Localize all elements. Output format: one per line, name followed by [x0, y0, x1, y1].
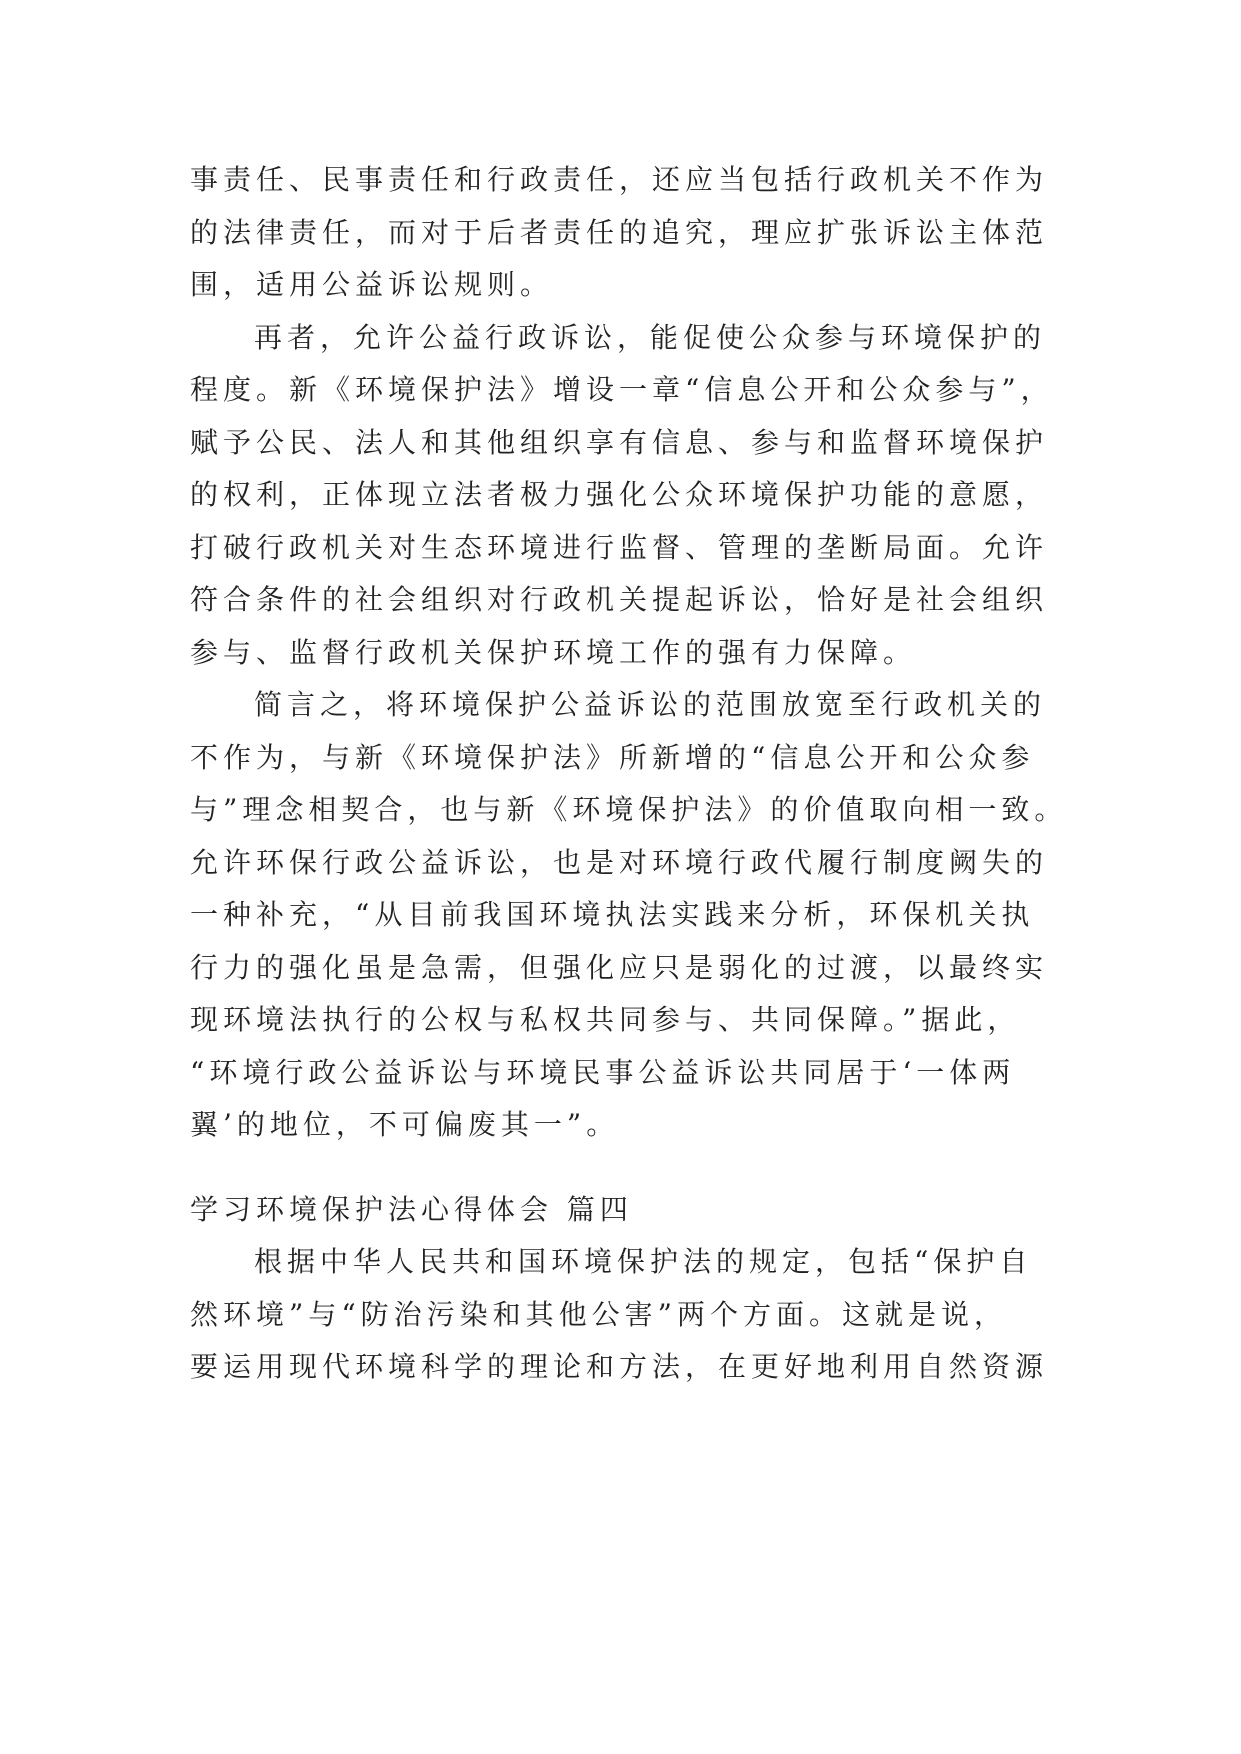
text-line: 程度。新《环境保护法》增设一章“信息公开和公众参与”， [190, 373, 1054, 406]
text-line: 事责任、民事责任和行政责任，还应当包括行政机关不作为 [190, 163, 1049, 196]
text-line: 翼’的地位，不可偏废其一”。 [190, 1108, 620, 1141]
paragraph-summary [190, 679, 1090, 1152]
document-body [190, 154, 1090, 1394]
text-line: 然环境”与“防治污染和其他公害”两个方面。这就是说， [190, 1297, 1007, 1331]
text-line: 再者，允许公益行政诉讼，能促使公众参与环境保护的 [254, 320, 1047, 354]
text-line: 打破行政机关对生态环境进行监督、管理的垄断局面。允许 [190, 530, 1049, 564]
text-line: 围，适用公益诉讼规则。 [190, 268, 554, 301]
text-line: 赋予公民、法人和其他组织享有信息、参与和监督环境保护 [190, 425, 1049, 459]
text-line: 符合条件的社会组织对行政机关提起诉讼，恰好是社会组织 [190, 583, 1049, 616]
paragraph-continuation [190, 154, 1090, 312]
paragraph-public-participation [190, 312, 1090, 680]
text-line: 不作为，与新《环境保护法》所新增的“信息公开和公众参 [190, 740, 1035, 774]
text-line: 允许环保行政公益诉讼，也是对环境行政代履行制度阙失的 [190, 845, 1049, 879]
section-heading: 学习环境保护法心得体会 篇四 [190, 1192, 633, 1226]
text-line: 参与、监督行政机关保护环境工作的强有力保障。 [190, 635, 917, 669]
text-line: 要运用现代环境科学的理论和方法，在更好地利用自然资源 [190, 1350, 1049, 1383]
text-line: 一种补充，“从目前我国环境执法实践来分析，环保机关执 [190, 898, 1035, 931]
text-line: 行力的强化虽是急需，但强化应只是弱化的过渡，以最终实 [190, 950, 1049, 984]
text-line: 根据中华人民共和国环境保护法的规定，包括“保护自 [254, 1245, 1033, 1278]
text-line: “环境行政公益诉讼与环境民事公益诉讼共同居于‘一体两 [190, 1055, 1016, 1089]
text-line: 的法律责任，而对于后者责任的追究，理应扩张诉讼主体范 [190, 215, 1049, 249]
text-line: 简言之，将环境保护公益诉讼的范围放宽至行政机关的 [254, 688, 1047, 721]
text-line: 与”理念相契合，也与新《环境保护法》的价值取向相一致。 [190, 793, 1068, 826]
paragraph-section-four [190, 1236, 1090, 1394]
text-line: 的权利，正体现立法者极力强化公众环境保护功能的意愿， [190, 478, 1049, 511]
text-line: 现环境法执行的公权与私权共同参与、共同保障。”据此， [190, 1003, 1021, 1036]
